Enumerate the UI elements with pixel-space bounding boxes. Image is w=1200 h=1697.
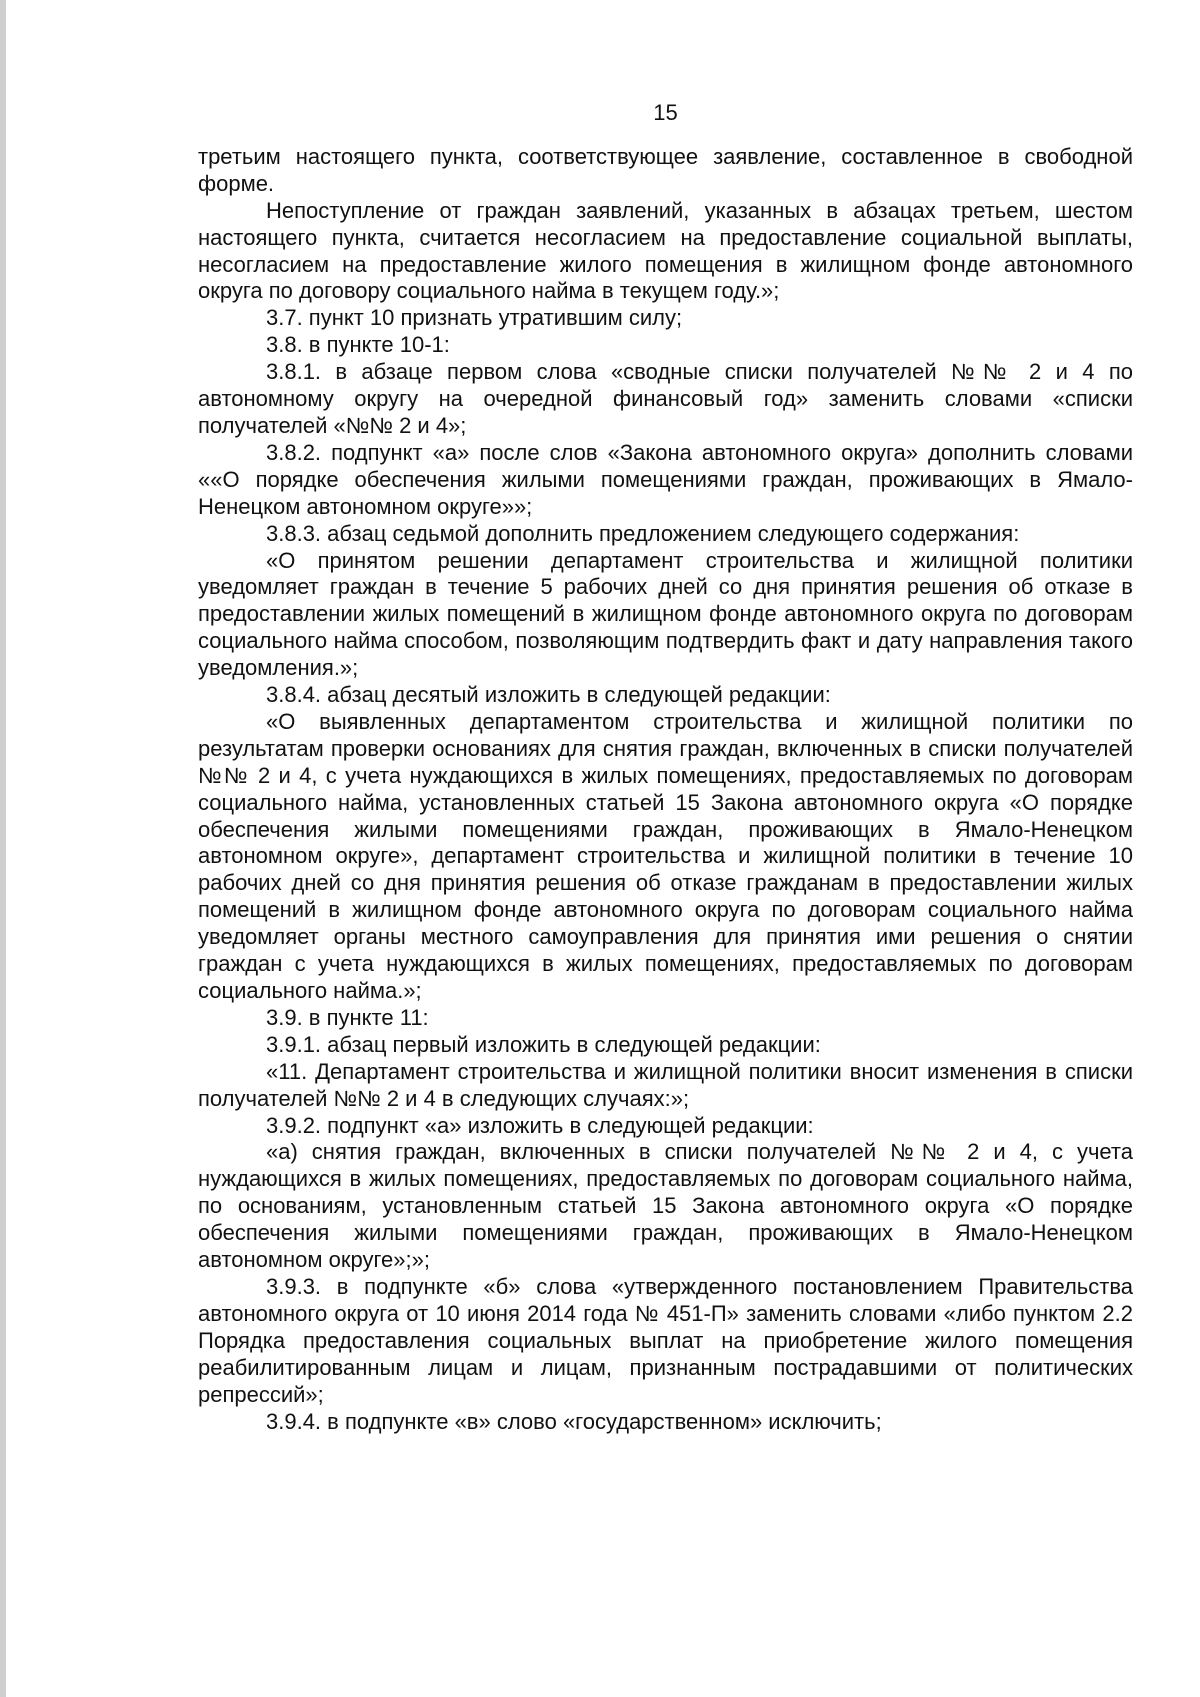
document-page: [198, 100, 1133, 1435]
paragraph: «О принятом решении департамент строительства и жилищной политики уведомляет граждан в течение 5 рабочих дней со дня принятия решения об отказе в предоставлении жилых помещений в жилищном фонде автономного округа по договорам социального найма способом, позволяющим подтвердить факт и дату направления такого уведомления.»;: [198, 547, 1133, 681]
paragraph: 3.9.3. в подпункте «б» слова «утвержденного постановлением Правительства автономного округа от 10 июня 2014 года № 451-П» заменить словами «либо пунктом 2.2 Порядка предоставления социальных выплат на приобретение жилого помещения реабилитированным лицам и лицам, признанным пострадавшими от политических репрессий»;: [198, 1273, 1133, 1407]
paragraph: Непоступление от граждан заявлений, указанных в абзацах третьем, шестом настоящего пункта, считается несогласием на предоставление социальной выплаты, несогласием на предоставление жилого помещения в жилищном фонде автономного округа по договору социального найма в текущем году.»;: [198, 197, 1133, 304]
document-body: [198, 144, 1133, 1436]
paragraph: 3.8.1. в абзаце первом слова «сводные списки получателей №№ 2 и 4 по автономному округу на очередной финансовый год» заменить словами «списки получателей «№№ 2 и 4»;: [198, 359, 1133, 438]
paragraph: 3.9. в пункте 11:: [266, 1004, 429, 1030]
paragraph: 3.9.2. подпункт «а» изложить в следующей редакции:: [266, 1112, 814, 1138]
scan-edge-shadow: [0, 0, 6, 1697]
paragraph: «О выявленных департаментом строительства и жилищной политики по результатам проверки основаниях для снятия граждан, включенных в списки получателей №№ 2 и 4, с учета нуждающихся в жилых помещениях, предоставляемых по договорам социального найма, установленных статьей 15 Закона автономного округа «О порядке обеспечения жилыми помещениями граждан, проживающих в Ямало-Ненецком автономном округе», департамент строительства и жилищной политики в течение 10 рабочих дней со дня принятия решения об отказе гражданам в предоставлении жилых помещений в жилищном фонде автономного округа по договорам социального найма уведомляет органы местного самоуправления для принятия ими решения о снятии граждан с учета нуждающихся в жилых помещениях, предоставляемых по договорам социального найма.»;: [198, 708, 1133, 1003]
paragraph: 3.8.3. абзац седьмой дополнить предложением следующего содержания:: [266, 520, 1020, 546]
paragraph: третьим настоящего пункта, соответствующее заявление, составленное в свободной форме.: [198, 143, 1133, 196]
paragraph: «11. Департамент строительства и жилищной политики вносит изменения в списки получателей №№ 2 и 4 в следующих случаях:»;: [198, 1058, 1133, 1111]
page-number: 15: [653, 100, 678, 125]
paragraph: 3.8. в пункте 10-1:: [266, 332, 450, 358]
paragraph: 3.9.4. в подпункте «в» слово «государственном» исключить;: [266, 1408, 882, 1434]
paragraph: «а) снятия граждан, включенных в списки получателей №№ 2 и 4, с учета нуждающихся в жилых помещениях, предоставляемых по договорам социального найма, по основаниям, установленным статьей 15 Закона автономного округа «О порядке обеспечения жилыми помещениями граждан, проживающих в Ямало-Ненецком автономном округе»;»;: [198, 1139, 1133, 1273]
paragraph: 3.9.1. абзац первый изложить в следующей редакции:: [266, 1031, 821, 1057]
paragraph: 3.8.2. подпункт «а» после слов «Закона автономного округа» дополнить словами ««О порядке обеспечения жилыми помещениями граждан, проживающих в Ямало-Ненецком автономном округе»»;: [198, 439, 1133, 519]
paragraph: 3.7. пункт 10 признать утратившим силу;: [266, 305, 683, 331]
paragraph: 3.8.4. абзац десятый изложить в следующей редакции:: [266, 682, 831, 708]
